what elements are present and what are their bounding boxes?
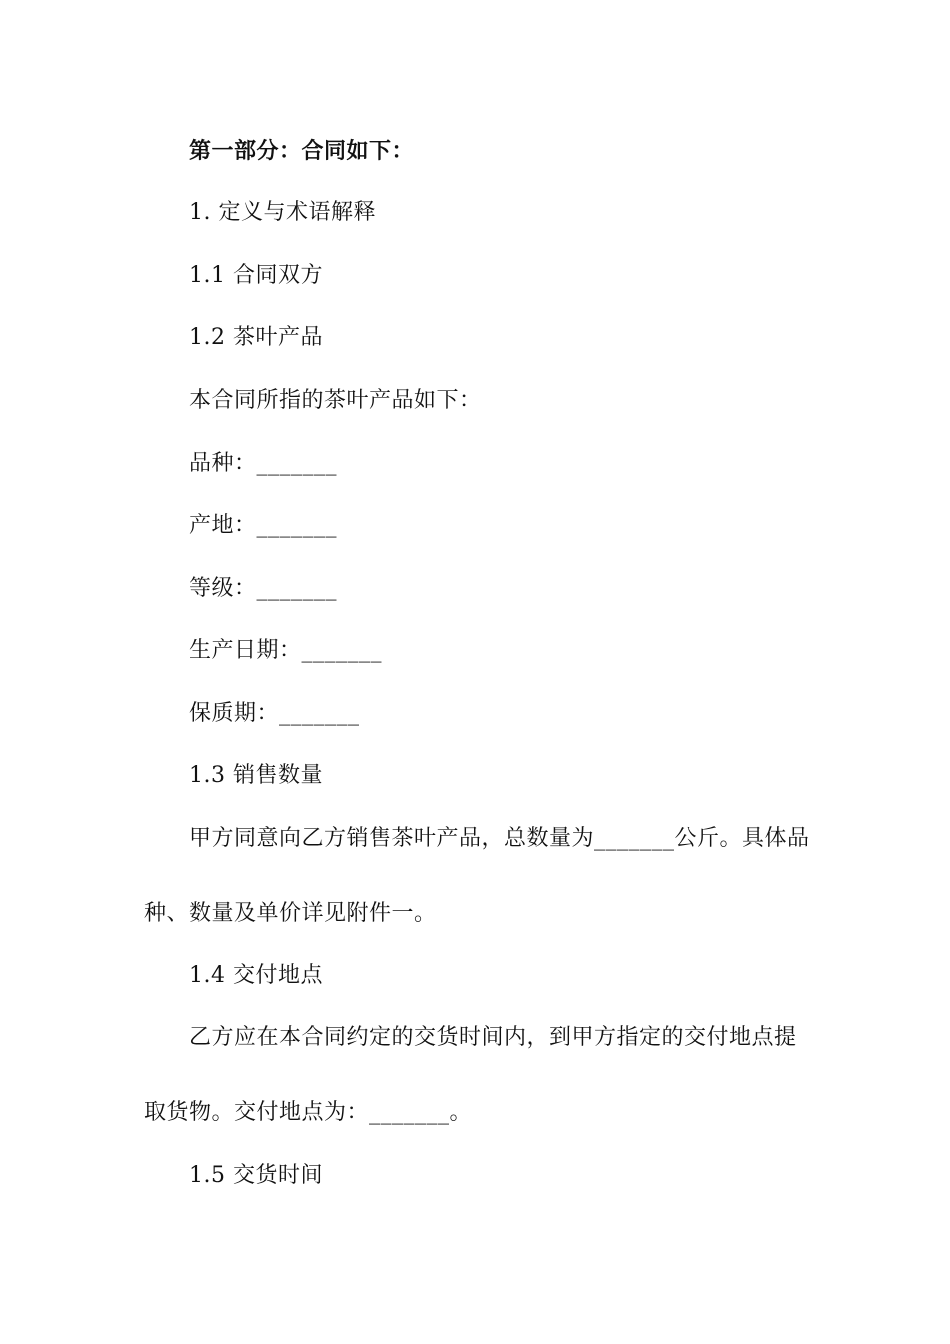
clause-1-3-heading: 1.3 销售数量 [189, 763, 323, 788]
paragraph-line: 乙方应在本合同约定的交货时间内，到甲方指定的交付地点提 [189, 1025, 797, 1050]
field-variety: 品种：_______ [189, 451, 338, 476]
clause-1-1-heading: 1.1 合同双方 [189, 263, 323, 288]
paragraph-line: 本合同所指的茶叶产品如下： [189, 388, 482, 413]
paragraph-line: 取货物。交付地点为：_______。 [144, 1100, 473, 1125]
clause-1-heading: 1. 定义与术语解释 [189, 200, 376, 225]
field-shelf-life: 保质期：_______ [189, 701, 360, 726]
field-origin: 产地：_______ [189, 513, 338, 538]
paragraph-line: 甲方同意向乙方销售茶叶产品，总数量为_______公斤。具体品 [189, 826, 810, 851]
field-grade: 等级：_______ [189, 576, 338, 601]
section-title: 第一部分：合同如下： [189, 139, 415, 164]
clause-1-2-heading: 1.2 茶叶产品 [189, 325, 323, 350]
paragraph-line: 种、数量及单价详见附件一。 [144, 901, 437, 926]
clause-1-4-heading: 1.4 交付地点 [189, 963, 323, 988]
clause-1-5-heading: 1.5 交货时间 [189, 1163, 323, 1188]
field-production-date: 生产日期：_______ [189, 638, 383, 663]
